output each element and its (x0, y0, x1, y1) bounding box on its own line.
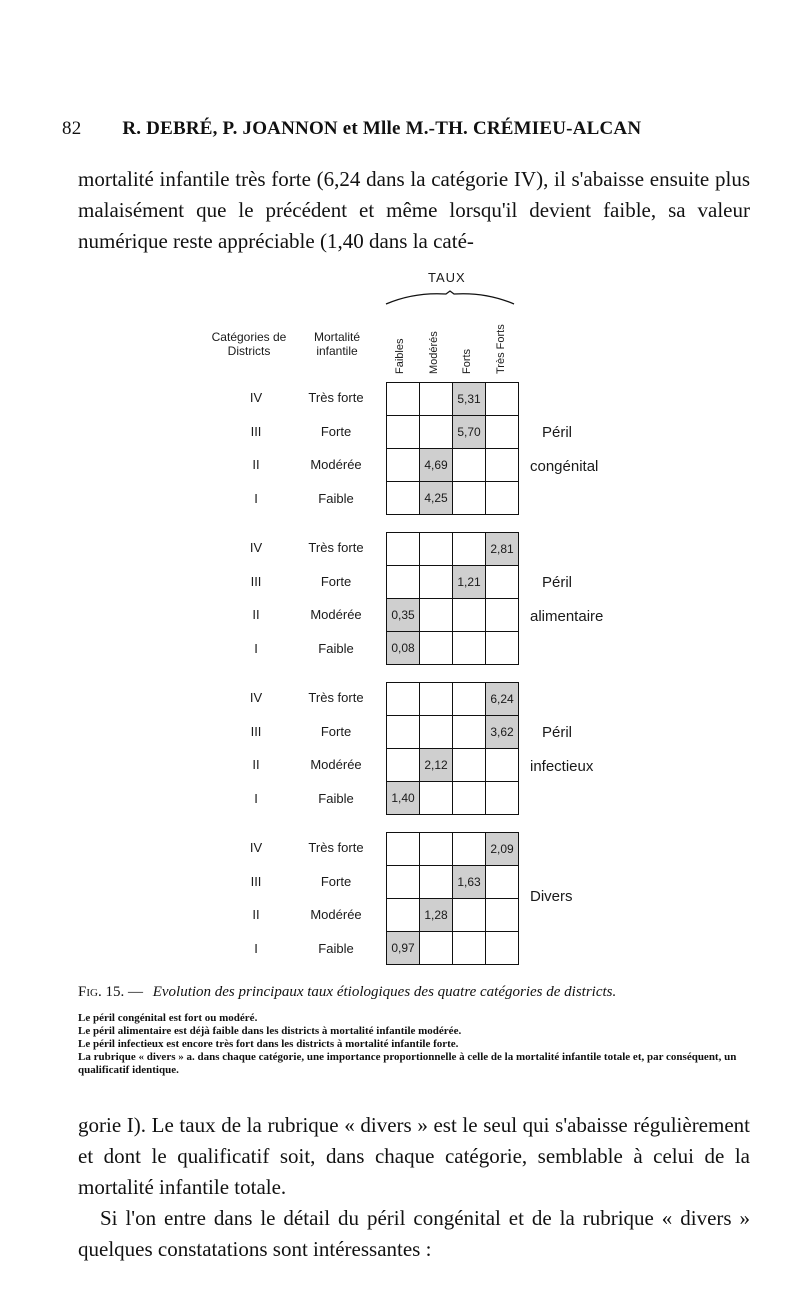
rate-value-cell: 1,21 (453, 566, 486, 599)
empty-cell (387, 833, 420, 866)
row-mortality: Modérée (310, 457, 362, 472)
paragraph-bottom-2: Si l'on entre dans le détail du péril congénital et de la rubrique « divers » quelques constatations sont intéressantes : (78, 1206, 750, 1261)
paragraph-bottom-1: gorie I). Le taux de la rubrique « divers » est le seul qui s'abaisse régulièrement et dont le qualificatif soit, dans chaque catégorie, semblable à celui de la mortalité infantile totale. (78, 1113, 750, 1199)
grid-0 (386, 382, 519, 515)
empty-cell (420, 416, 453, 449)
running-header (62, 118, 762, 140)
grid-row (387, 749, 519, 782)
grid-3 (386, 832, 519, 965)
grid-row (387, 599, 519, 632)
col-header-1: Modérés (427, 331, 440, 374)
empty-cell (420, 866, 453, 899)
empty-cell (486, 416, 519, 449)
row-category: III (250, 423, 262, 439)
col-header-0: Faibles (394, 338, 406, 374)
empty-cell (453, 749, 486, 782)
authors-line: R. DEBRÉ, P. JOANNON et Mlle M.-TH. CRÉMIEU-ALCAN (122, 118, 642, 139)
empty-cell (387, 566, 420, 599)
rate-value-cell: 3,62 (486, 716, 519, 749)
empty-cell (486, 899, 519, 932)
left-header-mortality: Mortalité infantile (313, 330, 360, 358)
grid-1 (386, 532, 519, 665)
empty-cell (420, 932, 453, 965)
empty-cell (420, 632, 453, 665)
grid-row (387, 932, 519, 965)
empty-cell (453, 632, 486, 665)
left-header-categories: Catégories de Districts (211, 330, 287, 358)
grid-row (387, 482, 519, 515)
taux-brace (384, 290, 516, 308)
rate-value-cell: 0,97 (387, 932, 420, 965)
empty-cell (387, 716, 420, 749)
row-category: II (252, 907, 260, 922)
row-mortality: Faible (318, 790, 354, 806)
empty-cell (387, 449, 420, 482)
caption-lead: Fig. 15. — (78, 984, 143, 1000)
grid-row (387, 416, 519, 449)
grid-row (387, 833, 519, 866)
grid-row (387, 866, 519, 899)
row-mortality: Forte (320, 573, 352, 589)
row-category: II (252, 757, 260, 772)
row-category: II (252, 457, 260, 472)
paragraph-top (78, 164, 750, 257)
grid-row (387, 533, 519, 566)
grid-row (387, 899, 519, 932)
rate-value-cell: 2,81 (486, 533, 519, 566)
empty-cell (453, 533, 486, 566)
row-category: IV (249, 390, 263, 405)
empty-cell (420, 383, 453, 416)
row-mortality: Très forte (308, 390, 364, 405)
figure-caption (78, 984, 758, 1001)
empty-cell (486, 599, 519, 632)
rate-value-cell: 2,12 (420, 749, 453, 782)
row-mortality: Modérée (310, 907, 362, 922)
row-mortality: Faible (318, 640, 354, 656)
page-number: 82 (62, 118, 82, 139)
empty-cell (486, 932, 519, 965)
empty-cell (420, 599, 453, 632)
empty-cell (387, 683, 420, 716)
taux-label: TAUX (428, 270, 466, 285)
row-category: IV (249, 540, 263, 555)
peril-label: Péril alimentaire (530, 574, 604, 625)
grid-row (387, 632, 519, 665)
empty-cell (387, 899, 420, 932)
empty-cell (486, 782, 519, 815)
empty-cell (453, 899, 486, 932)
col-header-2: Forts (461, 348, 473, 374)
grid-row (387, 566, 519, 599)
empty-cell (486, 383, 519, 416)
rate-value-cell: 0,35 (387, 599, 420, 632)
note-3: Le péril infectieux est encore très fort dans les districts à mortalité infantile forte. (78, 1038, 459, 1050)
row-mortality: Modérée (310, 607, 362, 622)
rate-value-cell: 0,08 (387, 632, 420, 665)
empty-cell (486, 566, 519, 599)
empty-cell (420, 716, 453, 749)
empty-cell (387, 533, 420, 566)
row-category: I (254, 490, 258, 506)
empty-cell (420, 566, 453, 599)
empty-cell (420, 782, 453, 815)
row-mortality: Modérée (310, 757, 362, 772)
empty-cell (486, 632, 519, 665)
row-mortality: Très forte (308, 540, 364, 555)
grid-row (387, 716, 519, 749)
peril-label: Péril infectieux (530, 724, 594, 775)
row-mortality: Faible (318, 490, 354, 506)
grid-row (387, 383, 519, 416)
empty-cell (420, 833, 453, 866)
grid-row (387, 449, 519, 482)
empty-cell (486, 749, 519, 782)
rate-value-cell: 1,28 (420, 899, 453, 932)
caption-text: Evolution des principaux taux étiologiques des quatre catégories de districts. (152, 984, 617, 1000)
empty-cell (420, 533, 453, 566)
row-category: I (254, 640, 258, 656)
col-header-3: Très Forts (494, 324, 507, 374)
figure-notes (78, 1012, 758, 1077)
paragraph-top-text: mortalité infantile très forte (6,24 dans la catégorie IV), il s'abaisse ensuite plus malaisément que le précédent et même lorsqu'il devient faible, sa valeur numérique reste appréciable (1,40 dans la caté- (78, 167, 750, 253)
row-mortality: Forte (320, 873, 352, 889)
note-1: Le péril congénital est fort ou modéré. (78, 1012, 258, 1024)
row-category: III (250, 723, 262, 739)
row-category: III (250, 573, 262, 589)
row-mortality: Forte (320, 423, 352, 439)
empty-cell (387, 482, 420, 515)
empty-cell (420, 683, 453, 716)
empty-cell (387, 866, 420, 899)
rate-value-cell: 5,31 (453, 383, 486, 416)
empty-cell (453, 716, 486, 749)
note-4: La rubrique « divers » a. dans chaque catégorie, une importance proportionnelle à celle de la mortalité infantile totale et, par conséquent, un qualificatif identique. (78, 1051, 737, 1076)
empty-cell (453, 683, 486, 716)
empty-cell (486, 866, 519, 899)
row-category: III (250, 873, 262, 889)
row-mortality: Forte (320, 723, 352, 739)
empty-cell (486, 482, 519, 515)
empty-cell (453, 932, 486, 965)
peril-label: Péril congénital (530, 424, 599, 475)
empty-cell (453, 482, 486, 515)
paragraph-bottom (78, 1110, 750, 1265)
empty-cell (387, 416, 420, 449)
empty-cell (387, 383, 420, 416)
row-mortality: Faible (318, 940, 354, 956)
rate-value-cell: 5,70 (453, 416, 486, 449)
row-category: IV (249, 690, 263, 705)
rate-value-cell: 2,09 (486, 833, 519, 866)
empty-cell (453, 833, 486, 866)
grid-row (387, 782, 519, 815)
row-category: I (254, 940, 258, 956)
grid-row (387, 683, 519, 716)
row-mortality: Très forte (308, 690, 364, 705)
row-category: IV (249, 840, 263, 855)
row-category: II (252, 607, 260, 622)
empty-cell (486, 449, 519, 482)
empty-cell (453, 782, 486, 815)
peril-label: Divers (530, 888, 573, 905)
row-category: I (254, 790, 258, 806)
rate-value-cell: 1,40 (387, 782, 420, 815)
row-mortality: Très forte (308, 840, 364, 855)
empty-cell (453, 449, 486, 482)
grid-2 (386, 682, 519, 815)
rate-value-cell: 1,63 (453, 866, 486, 899)
rate-value-cell: 6,24 (486, 683, 519, 716)
rate-value-cell: 4,25 (420, 482, 453, 515)
rate-value-cell: 4,69 (420, 449, 453, 482)
empty-cell (453, 599, 486, 632)
empty-cell (387, 749, 420, 782)
note-2: Le péril alimentaire est déjà faible dans les districts à mortalité infantile modérée. (78, 1025, 462, 1037)
